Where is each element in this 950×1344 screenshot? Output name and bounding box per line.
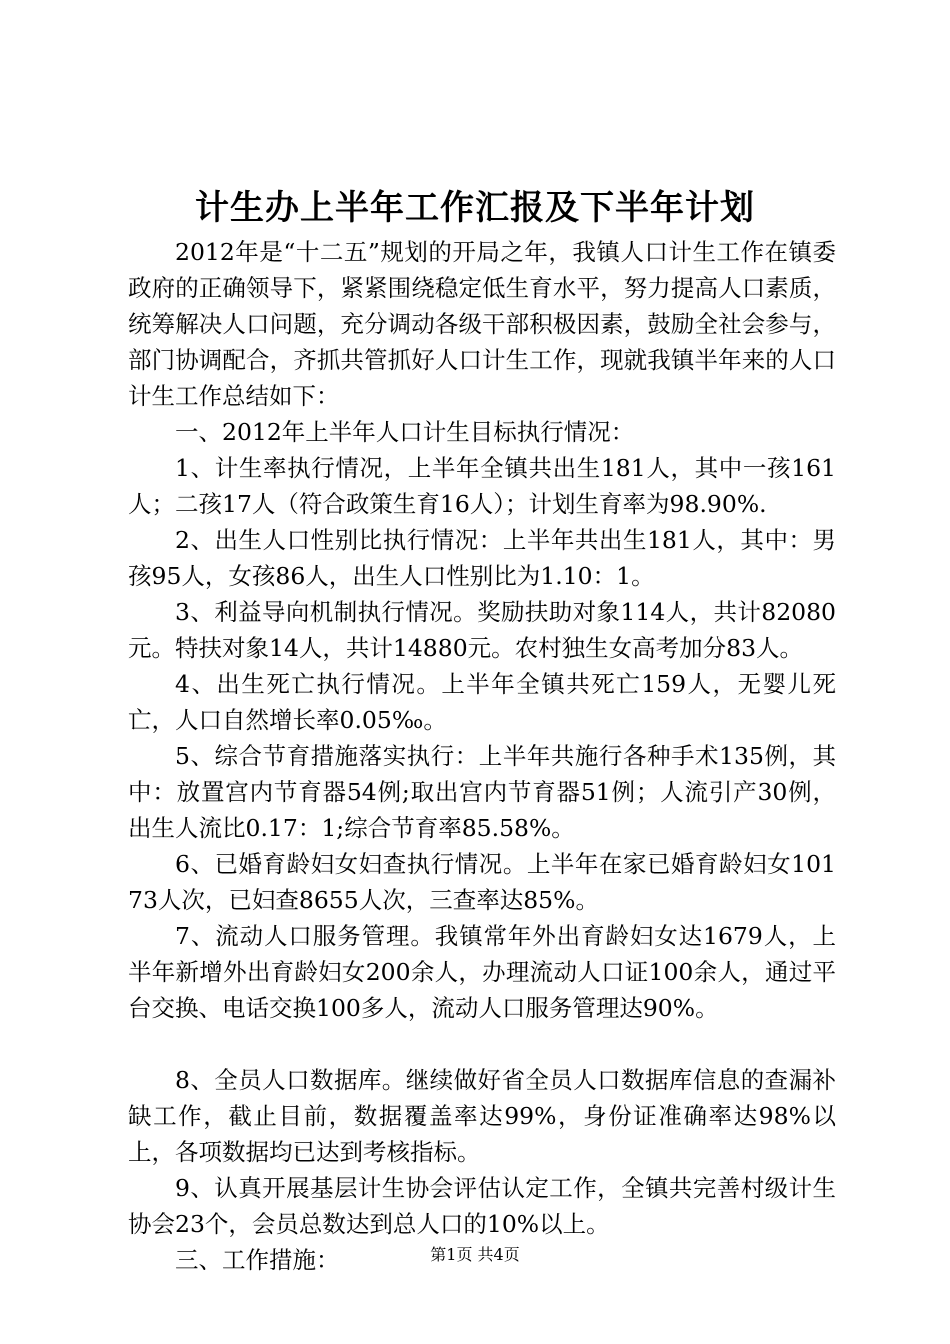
paragraph-item-4: 4、出生死亡执行情况。上半年全镇共死亡159人，无婴儿死亡，人口自然增长率0.05‰。 (128, 670, 836, 734)
paragraph-item-2: 2、出生人口性别比执行情况：上半年共出生181人，其中：男孩95人，女孩86人，出生人口性别比为1.10：1。 (128, 526, 836, 590)
page-number-footer: 第1页 共4页 (430, 1245, 520, 1264)
paragraph-item-3: 3、利益导向机制执行情况。奖励扶助对象114人，共计82080元。特扶对象14人，共计14880元。农村独生女高考加分83人。 (128, 598, 836, 662)
paragraph-item-1: 1、计生率执行情况，上半年全镇共出生181人，其中一孩161人；二孩17人（符合政策生育16人）；计划生育率为98.90%. (128, 454, 836, 518)
paragraph-intro: 2012年是“十二五”规划的开局之年，我镇人口计生工作在镇委政府的正确领导下，紧紧围绕稳定低生育水平，努力提高人口素质，统筹解决人口问题，充分调动各级干部积极因素，鼓励全社会参与，部门协调配合，齐抓共管抓好人口计生工作，现就我镇半年来的人口计生工作总结如下： (128, 238, 836, 410)
paragraph-item-8: 8、全员人口数据库。继续做好省全员人口数据库信息的查漏补缺工作，截止目前，数据覆盖率达99%，身份证准确率达98%以上，各项数据均已达到考核指标。 (128, 1066, 836, 1166)
paragraph-item-9: 9、认真开展基层计生协会评估认定工作，全镇共完善村级计生协会23个，会员总数达到总人口的10%以上。 (128, 1174, 836, 1238)
document-title: 计生办上半年工作汇报及下半年计划 (195, 188, 755, 228)
paragraph-item-6: 6、已婚育龄妇女妇查执行情况。上半年在家已婚育龄妇女10173人次，已妇查8655人次，三查率达85%。 (128, 850, 836, 914)
document-body (128, 234, 836, 1278)
section-heading-targets: 一、2012年上半年人口计生目标执行情况： (175, 418, 635, 446)
paragraph-item-5: 5、综合节育措施落实执行：上半年共施行各种手术135例，其中：放置宫内节育器54例;取出宫内节育器51例；人流引产30例，出生人流比0.17：1;综合节育率85.58%。 (128, 742, 836, 842)
section-heading-measures: 三、工作措施： (175, 1246, 340, 1274)
paragraph-item-7: 7、流动人口服务管理。我镇常年外出育龄妇女达1679人，上半年新增外出育龄妇女200余人，办理流动人口证100余人，通过平台交换、电话交换100多人，流动人口服务管理达90%。 (128, 922, 836, 1022)
